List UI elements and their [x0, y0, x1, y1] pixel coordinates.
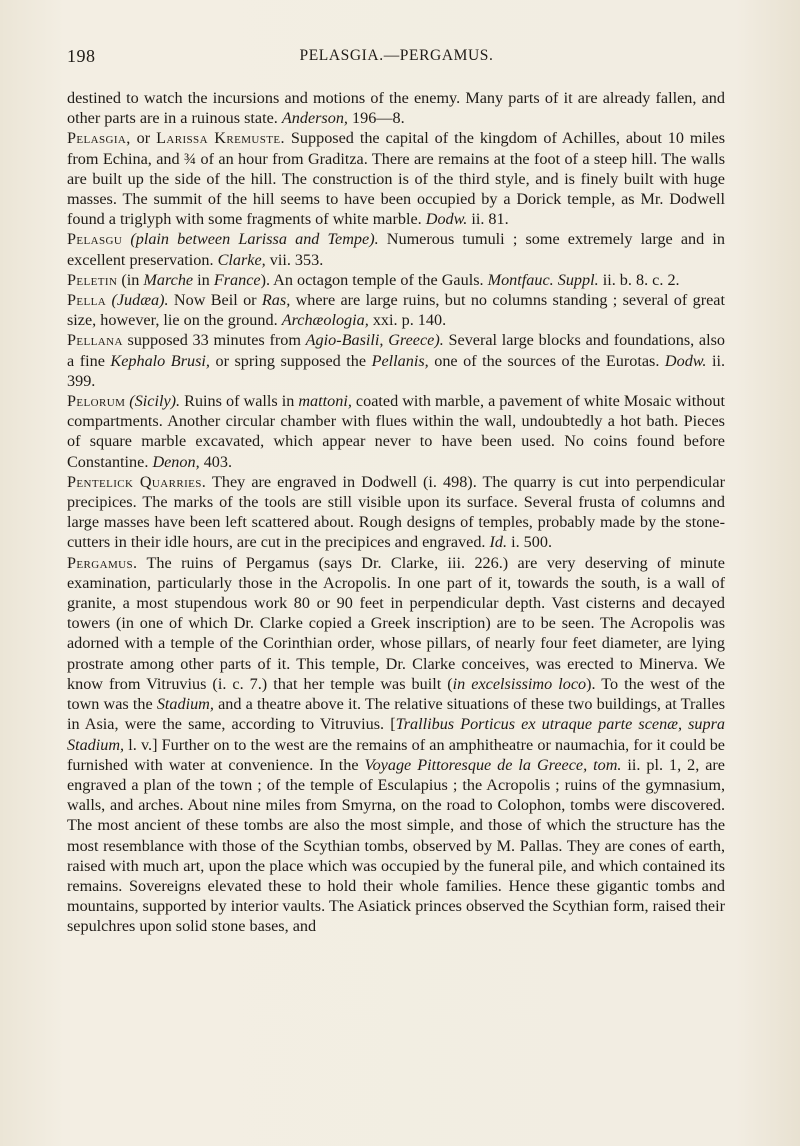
citation: Id.	[489, 533, 508, 552]
entry-pelasgu	[67, 229, 725, 269]
page-body	[67, 88, 725, 937]
entry-text: in	[193, 270, 214, 289]
entry-headword: Pella	[67, 291, 107, 310]
entry-text: ii. pl. 1, 2, are engraved a plan of the town ; of the temple of Esculapius ; the Acropolis ; ruins of the gymnasium, walls, and arches. About nine miles from Smyrna, on the road to Colophon, tombs were discovered. The most ancient of these tombs are also the most simple, and those of which the structure has the most resemblance with those of the Scythian tombs, observed by M. Pallas. They are cones of earth, raised with much art, upon the place which was occupied by the funeral pile, and which contained its remains. Sovereigns elevated these to hold their whole families. Hence these gigantic tombs and mountains, supported by interior vaults. The Asiatick princes observed the Scythian form, raised their sepulchres upon solid stone bases, and	[67, 755, 725, 936]
entry-term: Stadium,	[156, 695, 214, 714]
entry-location: Marche	[143, 270, 194, 289]
entry-pelorum	[67, 391, 725, 472]
entry-text: Numerous tumuli ; some extremely large and in excellent preservation.	[67, 230, 725, 269]
entry-headword: Pelasgia,	[67, 129, 131, 148]
entry-text: They are engraved in Dodwell (i. 498). The quarry is cut into perpendicular precipices. The marks of the tools are still visible upon its surface. Several frusta of columns and large masses have been left scattered about. Rough designs of temples, probably made by the stone-cutters in their idle hours, are cut in the precipices and engraved.	[67, 472, 725, 552]
entry-pergamus	[67, 553, 725, 937]
citation: Dodw.	[664, 351, 707, 370]
entry-headword: Peletin	[67, 270, 118, 289]
entry-location: (plain between Larissa and Tempe).	[122, 230, 379, 249]
citation-ref: vii. 353.	[265, 250, 324, 269]
entry-text: The ruins of Pergamus (says Dr. Clarke, iii. 226.) are very deserving of minute examination, particularly those in the Acropolis. In one part of it, towards the south, is a wall of granite, a most stupendous work 80 or 90 feet in perpendicular depth. Vast cisterns and decayed towers (in one of which Dr. Clarke copied a Greek inscription) are to be seen. The Acropolis was adorned with a temple of the Corinthian order, whose pillars, of nearly four feet diameter, are lying prostrate among other parts of it. This temple, Dr. Clarke conceives, was erected to Minerva. We know from Vitruvius (i. c. 7.) that her temple was built (	[67, 553, 725, 693]
entry-text: Now Beil or	[168, 291, 262, 310]
book-title: Voyage Pittoresque de la Greece, tom.	[364, 755, 622, 774]
entry-text: where are large ruins, but no columns standing ; several of great size, however, lie on the ground.	[67, 291, 725, 330]
citation: Archæologia,	[281, 311, 369, 330]
entry-headword: Pellana	[67, 331, 123, 350]
citation-ref: 403.	[199, 452, 233, 471]
citation-ref: 196—8.	[347, 109, 405, 128]
entry-headword: Pelorum	[67, 392, 126, 411]
entry-term: mattoni,	[298, 392, 352, 411]
entry-peletin	[67, 270, 725, 290]
citation: Denon,	[152, 452, 200, 471]
entry-headword: Pergamus.	[67, 553, 138, 572]
entry-text: and a theatre above it. The relative situations of these two buildings, at Tralles in Asia, were the same, according to Vitruvius. [	[67, 695, 725, 734]
entry-text: l. v.] Further on to the west are the remains of an amphitheatre or naumachia, for it could be furnished with water at convenience. In the	[67, 735, 725, 774]
entry-headword: Pelasgu	[67, 230, 123, 249]
citation-ref: i. 500.	[507, 533, 553, 552]
entry-text: (in	[117, 270, 144, 289]
entry-text: ). To the west of the town was the	[67, 674, 725, 714]
citation-ref: ii. 399.	[67, 351, 726, 390]
latin-quote: Trallibus Porticus ex utraque parte scenæ, supra Stadium,	[67, 715, 726, 754]
citation-ref: ii. 81.	[467, 210, 509, 229]
entry-pentelick	[67, 472, 725, 553]
entry-pelasgia	[67, 128, 725, 229]
entry-headword-alt: Larissa Kremuste.	[156, 129, 285, 148]
entry-location: France	[213, 270, 261, 289]
latin-quote: in excelsissimo loco	[452, 674, 587, 693]
entry-location: Pellanis,	[371, 351, 429, 370]
entry-text: Supposed the capital of the kingdom of Achilles, about 10 miles from Echina, and ¾ of an hour from Graditza. There are remains at the foot of a steep hill. The walls are built up the side of the hill. The construction is of the third style, and is finely built with huge masses. The summit of the hill seems to have been occupied by a Dorick temple, as Mr. Dodwell found a triglyph with some fragments of white marble.	[67, 129, 725, 229]
entry-pella	[67, 290, 725, 330]
entry-text: or	[130, 129, 157, 148]
entry-text: coated with marble, a pavement of white Mosaic without compartments. Another circular chamber with flues within the wall, undoubtedly a hot bath. Pieces of square marble excavated, which appear never to have been used. No coins found before Constantine.	[67, 392, 725, 471]
page-header	[67, 46, 726, 70]
paragraph-text: destined to watch the incursions and motions of the enemy. Many parts of it are already fallen, and other parts are in a ruinous state.	[67, 89, 725, 128]
page-number: 198	[67, 46, 96, 66]
citation-ref: ii. b. 8. c. 2.	[598, 270, 680, 289]
entry-text: one of the sources of the Eurotas.	[428, 351, 665, 370]
citation-ref: xxi. p. 140.	[368, 311, 447, 330]
continuation-paragraph	[67, 88, 725, 128]
entry-text: supposed 33 minutes from	[122, 331, 306, 350]
entry-text: Ruins of walls in	[180, 392, 299, 411]
entry-pellana	[67, 330, 725, 391]
entry-text: or spring supposed the	[209, 351, 372, 370]
entry-location: (Judæa).	[106, 291, 169, 310]
entry-headword: Pentelick Quarries.	[67, 472, 207, 491]
citation: Montfauc. Suppl.	[487, 270, 599, 289]
entry-text: ). An octagon temple of the Gauls.	[260, 270, 488, 289]
entry-location: Kephalo Brusi,	[110, 351, 210, 370]
entry-location: Agio-Basili, Greece).	[305, 331, 444, 350]
citation: Dodw.	[425, 210, 468, 229]
entry-text: Several large blocks and foundations, also a fine	[67, 331, 725, 370]
entry-location: (Sicily).	[125, 392, 181, 411]
entry-location: Ras,	[261, 291, 291, 310]
citation: Anderson,	[281, 109, 348, 128]
citation: Clarke,	[217, 250, 266, 269]
running-head: PELASGIA.—PERGAMUS.	[299, 47, 494, 64]
